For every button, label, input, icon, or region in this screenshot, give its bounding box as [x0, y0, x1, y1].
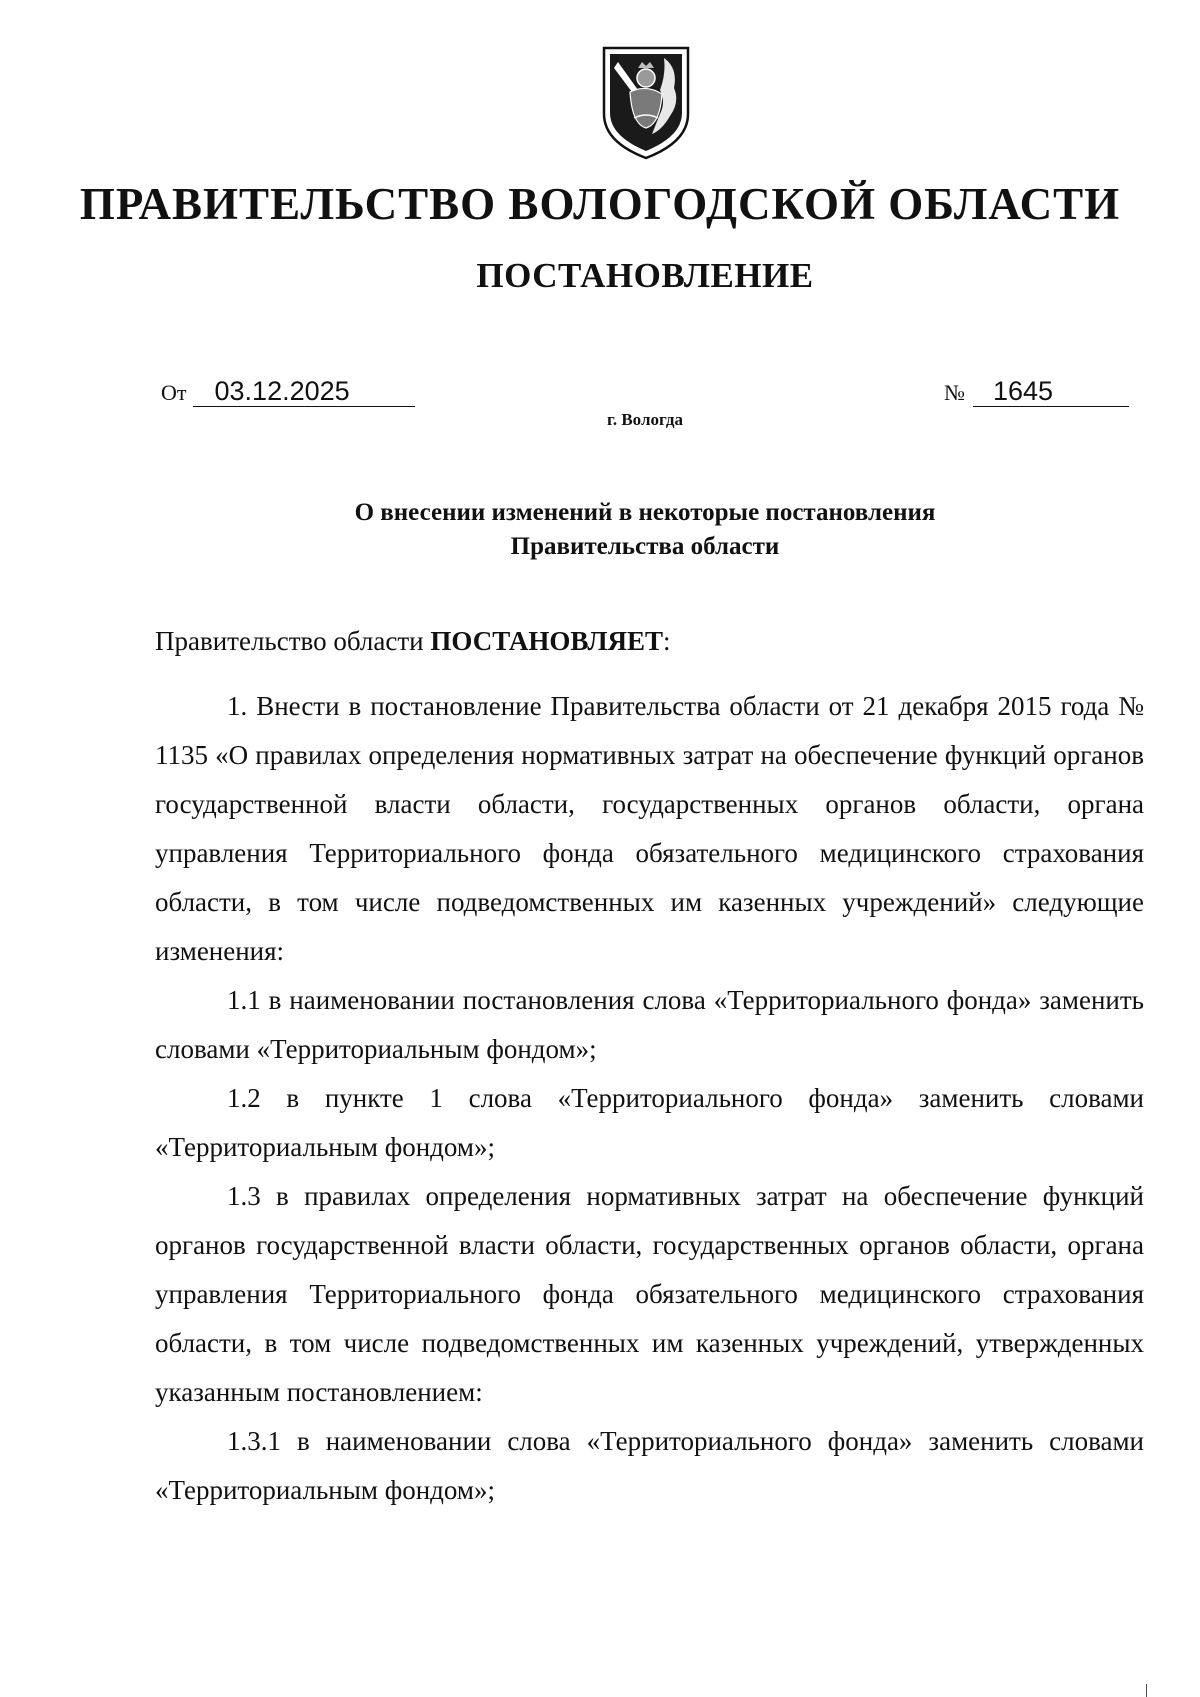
- city: г. Вологда: [607, 410, 683, 429]
- date-prefix: От: [161, 380, 187, 405]
- paragraph-1-2: 1.2 в пункте 1 слова «Территориального фонда» заменить словами «Территориальным фондом»;: [155, 1083, 1144, 1162]
- date-field: [161, 376, 415, 407]
- subject-line-2: Правительства области: [510, 533, 780, 560]
- document-type: ПОСТАНОВЛЕНИЕ: [476, 256, 814, 295]
- subject-line-1: О внесении изменений в некоторые постановления: [354, 499, 936, 526]
- number-field: [944, 376, 1129, 407]
- paragraph-1-1: 1.1 в наименовании постановления слова «Территориального фонда» заменить словами «Территориальным фондом»;: [155, 985, 1144, 1064]
- paragraph-1-3-1: 1.3.1 в наименовании слова «Территориального фонда» заменить словами «Территориальным фондом»;: [155, 1426, 1144, 1505]
- preamble: [155, 617, 1144, 666]
- paragraph-1-3: 1.3 в правилах определения нормативных затрат на обеспечение функций органов государственной власти области, государственных органов области, органа управления Территориального фонда обязательного медицинского страхования области, в том числе подведомственных им казенных учреждений, утвержденных указанным постановлением:: [155, 1181, 1144, 1407]
- number-value: 1645: [973, 376, 1129, 407]
- preamble-prefix: Правительство области: [155, 626, 431, 656]
- document-body: [155, 617, 1144, 1515]
- scan-edge-mark: [1146, 1684, 1147, 1697]
- government-title: ПРАВИТЕЛЬСТВО ВОЛОГОДСКОЙ ОБЛАСТИ: [79, 179, 1121, 229]
- preamble-suffix: :: [662, 626, 671, 656]
- number-sign: №: [944, 380, 965, 405]
- coat-of-arms-icon: [600, 44, 692, 162]
- paragraph-1: 1. Внести в постановление Правительства области от 21 декабря 2015 года № 1135 «О правилах определения нормативных затрат на обеспечение функций органов государственной власти области, государственных органов области, органа управления Территориального фонда обязательного медицинского страхования области, в том числе подведомственных им казенных учреждений» следующие изменения:: [155, 691, 1144, 966]
- preamble-decree-word: ПОСТАНОВЛЯЕТ: [430, 626, 663, 656]
- date-value: 03.12.2025: [193, 376, 415, 407]
- document-subject: [0, 496, 1200, 564]
